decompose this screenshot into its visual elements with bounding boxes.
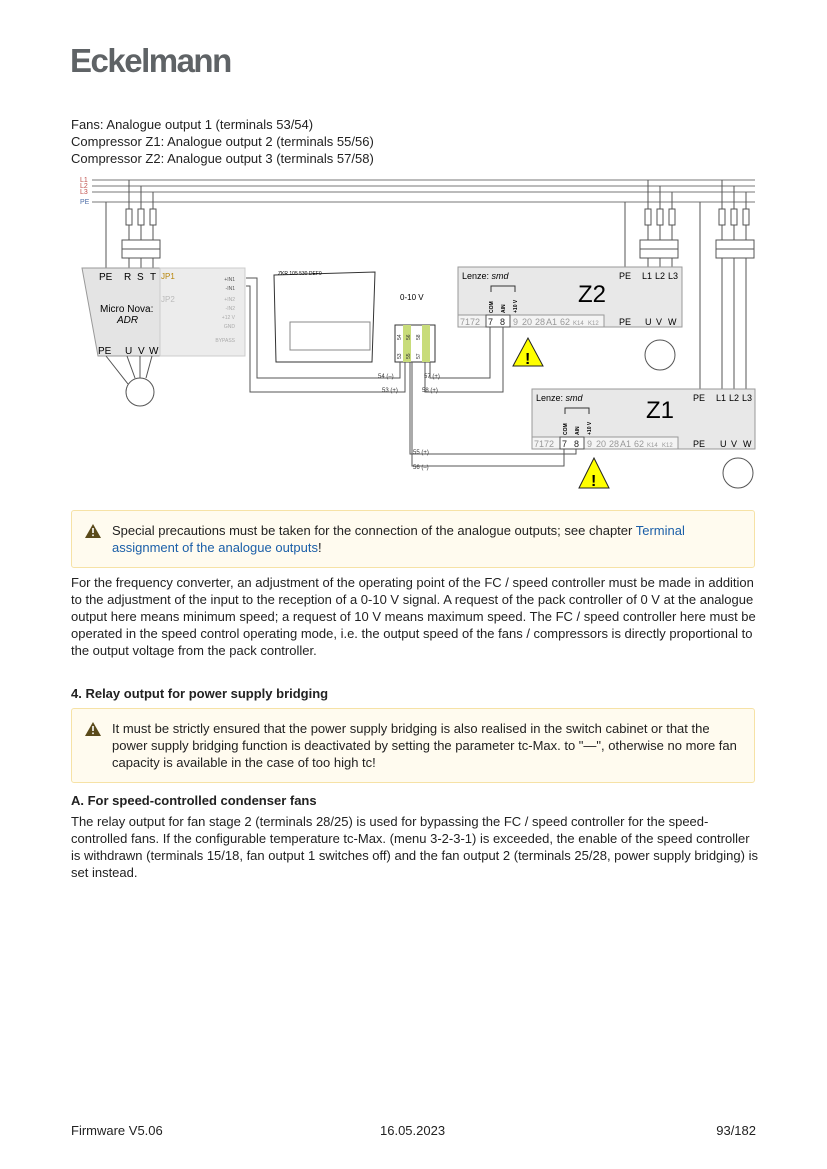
terminal: 7 — [562, 439, 568, 449]
note-text: Special precautions must be taken for the connection of the analogue outputs; see chapter — [112, 523, 636, 538]
input-label: BYPASS — [215, 338, 235, 344]
terminal: K12 — [662, 443, 673, 449]
line-label: L2 — [80, 183, 88, 190]
fan-motor-icon — [126, 378, 154, 406]
input-label: +IN1 — [224, 277, 235, 283]
supply-lines — [92, 180, 755, 202]
terminal: 8 — [500, 317, 506, 327]
micro-nova-title: Micro Nova: — [100, 304, 154, 315]
terminal: K12 — [588, 321, 599, 327]
intro-text — [71, 116, 374, 167]
warning-note — [71, 708, 755, 783]
pin-label: AIN — [575, 426, 581, 435]
module-terminal: 57 — [416, 353, 422, 359]
terminal: L1 — [716, 393, 727, 403]
input-label: GND — [223, 324, 235, 330]
terminal: S — [137, 272, 144, 283]
module-terminal: 54 — [397, 334, 403, 340]
terminal: W — [149, 346, 159, 357]
svg-text:!: ! — [591, 473, 597, 490]
terminal: A1 — [620, 439, 632, 449]
terminal: T — [150, 272, 157, 283]
intro-line: Fans: Analogue output 1 (terminals 53/54) — [71, 117, 314, 132]
terminal: 62 — [634, 439, 645, 449]
wire-label: 57 (+) — [424, 374, 440, 380]
terminal: PE — [98, 346, 112, 357]
input-label: +IN2 — [224, 297, 235, 303]
z2-brand: Lenze: smd — [462, 271, 509, 281]
terminal-assignment-link[interactable]: Terminal assignment of the analogue outputs — [112, 523, 685, 555]
z2-label: Z2 — [578, 281, 607, 308]
terminal: 9 — [513, 317, 519, 327]
intro-line: Compressor Z2: Analogue output 3 (terminals 57/58) — [71, 151, 374, 166]
terminal: 20 — [596, 439, 607, 449]
module-terminal: 56 — [406, 334, 412, 340]
terminal: 8 — [574, 439, 580, 449]
line-label: PE — [80, 199, 90, 206]
z2-converter — [458, 267, 682, 370]
warning-icon — [85, 722, 101, 736]
micro-nova-unit — [82, 268, 245, 406]
footer-date: 16.05.2023 — [380, 1123, 446, 1138]
terminal: L2 — [729, 393, 740, 403]
terminal: 28 — [535, 317, 546, 327]
terminal: U — [125, 346, 133, 357]
wire-label: 58 (+) — [422, 388, 438, 394]
module-label: ZKR 105 530 DEF0 — [278, 271, 322, 277]
terminal: L3 — [742, 393, 753, 403]
intro-line: Compressor Z1: Analogue output 2 (terminals 55/56) — [71, 134, 374, 149]
terminal: U — [645, 317, 652, 327]
terminal: 62 — [560, 317, 571, 327]
terminal: 28 — [609, 439, 620, 449]
wire-label: 55 (+) — [413, 450, 429, 456]
terminal: L2 — [655, 271, 666, 281]
wire-label: 56 (–) — [413, 465, 429, 471]
paragraph: For the frequency converter, an adjustment of the operating point of the FC / speed controller must be made in addition to the adjustment of the input to the reception of a 0-10 V signal. A request of the pack controller of 0 V at the analogue output here means minimum speed; a request of 10 V means maximum speed. The FC / speed controller here must be operated in the speed control operating mode, i.e. the output speed of the fans / compressors is directly proportional to the output voltage from the pack controller. — [71, 575, 756, 658]
terminal: 71 — [534, 439, 545, 449]
terminal: 72 — [470, 317, 481, 327]
footer-firmware: Firmware V5.06 — [71, 1123, 163, 1138]
note-end: ! — [317, 540, 322, 555]
warning-icon — [85, 524, 101, 538]
z1-label: Z1 — [646, 397, 675, 424]
terminal: V — [731, 439, 738, 449]
jp2-label: JP2 — [161, 295, 175, 304]
module-range: 0-10 V — [400, 293, 424, 302]
eckelmann-logo: Eckelmann — [70, 42, 231, 79]
jp1-label: JP1 — [161, 272, 175, 281]
terminal: 20 — [522, 317, 533, 327]
input-label: -IN2 — [225, 306, 235, 312]
terminal: PE — [693, 439, 706, 449]
terminal: K14 — [573, 321, 584, 327]
footer-page: 93/182 — [716, 1123, 756, 1138]
subsection-heading: A. For speed-controlled condenser fans — [71, 793, 317, 808]
section-heading: 4. Relay output for power supply bridging — [71, 686, 329, 701]
line-label: L1 — [80, 177, 88, 184]
terminal: L1 — [642, 271, 653, 281]
z1-converter — [532, 389, 755, 490]
wire-label: 54 (–) — [378, 374, 394, 380]
pin-label: COM — [489, 301, 495, 313]
terminal: R — [124, 272, 132, 283]
warning-note — [71, 510, 755, 568]
terminal: PE — [619, 271, 632, 281]
svg-text:!: ! — [525, 351, 531, 368]
compressor-motor-icon — [723, 458, 753, 488]
paragraph: The relay output for fan stage 2 (terminals 28/25) is used for bypassing the FC / speed controller for the speed-controlled fans. If the configurable temperature tc-Max. (menu 3-2-3-1) is exceeded, the enable of the speed controller is withdrawn (terminals 15/18, fan output 1 switches off) and the fan output 2 (terminals 25/28, power supply bridging) is set instead. — [71, 814, 758, 880]
compressor-motor-icon — [645, 340, 675, 370]
module-terminal: 55 — [406, 353, 412, 359]
module-terminal: 58 — [416, 334, 422, 340]
terminal: W — [743, 439, 752, 449]
wiring-diagram — [0, 170, 827, 500]
terminal: PE — [619, 317, 632, 327]
terminal: 72 — [544, 439, 555, 449]
pin-label: AIN — [501, 304, 507, 313]
pin-label: COM — [563, 423, 569, 435]
terminal: L3 — [668, 271, 679, 281]
terminal: V — [656, 317, 663, 327]
micro-nova-subtitle: ADR — [117, 315, 139, 326]
z1-brand: Lenze: smd — [536, 393, 583, 403]
terminal: 71 — [460, 317, 471, 327]
terminal: PE — [693, 393, 706, 403]
terminal: PE — [99, 272, 113, 283]
terminal: 7 — [488, 317, 494, 327]
line-label: L3 — [80, 189, 88, 196]
note-text: It must be strictly ensured that the power supply bridging is also realised in the switch cabinet or that the power supply bridging function is deactivated by setting the parameter tc-Max. to "—", otherwise no more fan capacity is available in the case of too high tc! — [112, 721, 737, 770]
pin-label: +10 V — [587, 421, 593, 435]
wire-label: 53 (+) — [382, 388, 398, 394]
terminal: V — [138, 346, 145, 357]
input-label: -IN1 — [225, 286, 235, 292]
terminal: U — [720, 439, 727, 449]
input-label: +12 V — [221, 315, 235, 321]
pin-label: +10 V — [513, 299, 519, 313]
terminal: W — [668, 317, 677, 327]
terminal: 9 — [587, 439, 593, 449]
terminal: A1 — [546, 317, 558, 327]
module-terminal: 53 — [397, 353, 403, 359]
terminal: K14 — [647, 443, 658, 449]
